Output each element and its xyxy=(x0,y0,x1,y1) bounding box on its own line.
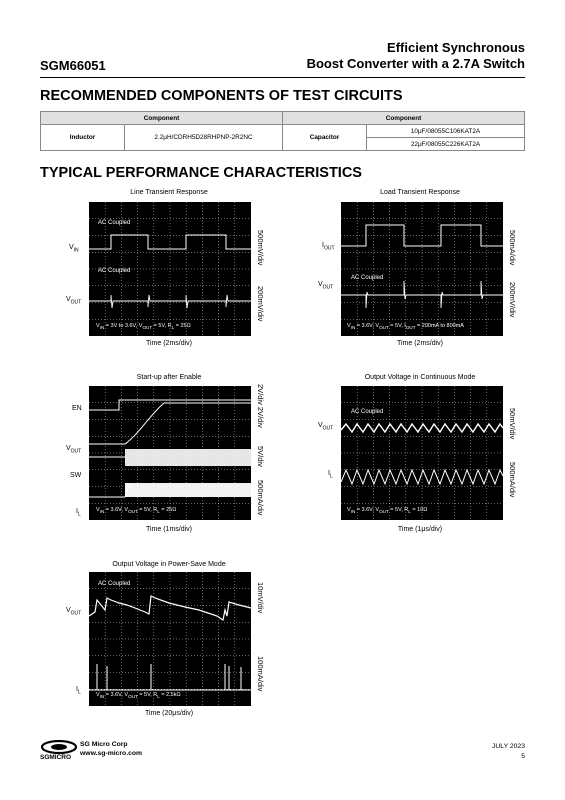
continuous-time: Time (1μs/div) xyxy=(397,526,443,533)
startup-scale-3: 500mA/div xyxy=(256,480,265,516)
corp-website[interactable]: www.sg-micro.com xyxy=(80,750,143,757)
header-rule xyxy=(40,77,525,78)
load-transient-conditions: $V_{IN} = 3.6V$, $V_{OUT} = 5V$, $I_{OUT} = 200mA$ to 800mA xyxy=(347,323,464,331)
startup-title: Start-up after Enable xyxy=(136,374,202,381)
power-save-title: Output Voltage in Power-Save Mode xyxy=(112,561,226,568)
capacitor-label: Capacitor xyxy=(283,125,367,151)
startup-conditions: $V_{IN} = 3.6V$, $V_{OUT} = 5V$, $R_L = 25\Omega$ xyxy=(96,507,177,515)
continuous-coupled: AC Coupled xyxy=(351,409,384,415)
table-header-left: Component xyxy=(41,112,283,125)
continuous-ch2-label: $I_L$ xyxy=(328,470,333,480)
load-transient-ch2-label: $V_{OUT}$ xyxy=(318,281,334,291)
startup-ch4-label: $I_L$ xyxy=(76,508,81,518)
continuous-ch1-label: $V_{OUT}$ xyxy=(318,422,334,432)
startup-scope xyxy=(89,386,251,520)
load-transient-scale-1: 500mA/div xyxy=(508,230,517,266)
continuous-title: Output Voltage in Continuous Mode xyxy=(364,374,476,381)
power-save-coupled: AC Coupled xyxy=(98,581,131,587)
continuous-conditions: $V_{IN} = 3.6V$, $V_{OUT} = 5V$, $R_L = 10\Omega$ xyxy=(347,507,428,515)
components-table xyxy=(40,111,525,151)
line-transient-coupled-1: AC Coupled xyxy=(98,220,131,226)
power-save-conditions: $V_{IN} = 3.6V$, $V_{OUT} = 5V$, $R_L = 2.5k\Omega$ xyxy=(96,692,181,700)
startup-plot xyxy=(89,386,251,520)
corp-name: SG Micro Corp xyxy=(80,741,128,748)
power-save-plot xyxy=(89,572,251,706)
continuous-scope xyxy=(341,386,503,520)
startup-scale-2: 5V/div xyxy=(256,446,265,467)
line-transient-scope xyxy=(89,202,251,336)
continuous-plot xyxy=(341,386,503,520)
startup-scale-1: 2V/div 2V/div xyxy=(256,384,265,428)
power-save-ch1-label: $V_{OUT}$ xyxy=(66,607,82,617)
line-transient-ch1-label: $V_{IN}$ xyxy=(69,244,79,254)
load-transient-scale-2: 200mV/div xyxy=(508,282,517,318)
power-save-scale-2: 100mA/div xyxy=(256,656,265,692)
load-transient-time: Time (2ms/div) xyxy=(396,340,444,347)
load-transient-ch1-label: $I_{OUT}$ xyxy=(322,242,335,252)
line-transient-scale-2: 200mV/div xyxy=(256,286,265,322)
table-header-right: Component xyxy=(283,112,525,125)
line-transient-scale-1: 500mV/div xyxy=(256,230,265,266)
title-line-1: Efficient Synchronous xyxy=(387,40,525,55)
document-title xyxy=(307,40,525,72)
continuous-scale-2: 500mA/div xyxy=(508,462,517,498)
page-number: 5 xyxy=(521,753,525,760)
section-heading-characteristics: TYPICAL PERFORMANCE CHARACTERISTICS xyxy=(40,165,362,181)
power-save-time: Time (20μs/div) xyxy=(144,710,194,717)
startup-ch1-label: EN xyxy=(72,405,82,412)
load-transient-plot xyxy=(341,202,503,336)
power-save-scale-1: 10mV/div xyxy=(256,582,265,614)
capacitor-value-2: 22μF/08055C226KAT2A xyxy=(367,138,525,151)
sgmicro-logo-icon xyxy=(40,740,78,760)
line-transient-ch2-label: $V_{OUT}$ xyxy=(66,296,82,306)
footer-date-page xyxy=(492,742,525,762)
sgmicro-logo xyxy=(40,740,78,765)
load-transient-scope xyxy=(341,202,503,336)
power-save-ch2-label: $I_L$ xyxy=(76,686,81,696)
line-transient-plot xyxy=(89,202,251,336)
line-transient-time: Time (2ms/div) xyxy=(145,340,193,347)
line-transient-conditions: $V_{IN} = 3V$ to 3.6V, $V_{OUT} = 5V$, $R_L = 25\Omega$ xyxy=(96,323,191,331)
load-transient-coupled: AC Coupled xyxy=(351,275,384,281)
line-transient-title: Line Transient Response xyxy=(130,189,208,196)
logo-text: SGMICRO xyxy=(40,754,72,760)
capacitor-value-1: 10μF/08055C106KAT2A xyxy=(367,125,525,138)
footer-corp xyxy=(80,740,142,758)
startup-ch3-label: SW xyxy=(70,472,82,479)
power-save-scope xyxy=(89,572,251,706)
inductor-label: Inductor xyxy=(41,125,125,151)
line-transient-coupled-2: AC Coupled xyxy=(98,268,131,274)
footer-date: JULY 2023 xyxy=(491,743,525,750)
part-number: SGM66051 xyxy=(40,58,106,73)
load-transient-title: Load Transient Response xyxy=(380,189,460,196)
inductor-value: 2.2μH/CDRH5D28RHPNP-2R2NC xyxy=(125,125,283,151)
startup-time: Time (1ms/div) xyxy=(145,526,193,533)
continuous-scale-1: 50mV/div xyxy=(508,408,517,440)
section-heading-components: RECOMMENDED COMPONENTS OF TEST CIRCUITS xyxy=(40,88,403,104)
title-line-2: Boost Converter with a 2.7A Switch xyxy=(306,56,525,71)
startup-ch2-label: $V_{OUT}$ xyxy=(66,445,82,455)
